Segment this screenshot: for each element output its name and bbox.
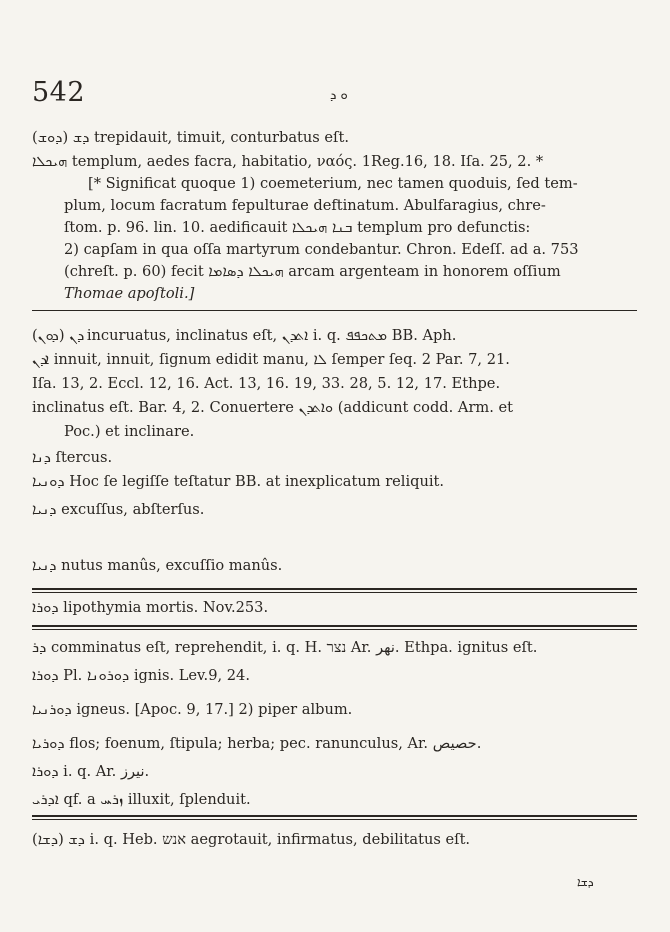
entry-line: ܕܘܪܐ Pl. ܕܘܪܘܢܐ ignis. Lev.9, 24. xyxy=(32,667,250,684)
entry-line: (ܕܘܫ) ܕܫ trepidauit, timuit, conturbatus eſt. xyxy=(32,129,349,146)
entry-line: ܐܕܪܝ qf. a ܙܪܚ illuxit, ſplenduit. xyxy=(32,791,251,808)
entry-line: ܕܘܪܢܝܐ igneus. [Apoc. 9, 17.] 2) piper album. xyxy=(32,701,353,718)
section-rule xyxy=(32,625,637,627)
entry-line: Iſa. 13, 2. Eccl. 12, 16. Act. 13, 16. 19, 33. 28, 5. 12, 17. Ethpe. xyxy=(32,375,501,392)
section-rule xyxy=(32,310,637,311)
entry-line: 2) capſam in qua oſſa martyrum condebantur. Chron. Edeſſ. ad a. 753 xyxy=(64,241,579,258)
section-rule xyxy=(32,819,637,820)
entry-line: (chreſt. p. 60) fecit ܗܝܟܠܐ ܕܣܐܡܐ arcam argenteam in honorem oſſium xyxy=(64,263,561,280)
entry-line: Thomae apoſtoli.] xyxy=(64,285,195,302)
entry-line: ܕܘܪܝܐ flos; foenum, ſtipula; herba; pec. ranunculus, Ar. ﺣﺼﻴﺺ. xyxy=(32,735,482,752)
section-rule xyxy=(32,592,637,593)
entry-line: [* Significat quoque 1) coemeterium, nec tamen quoduis, ſed tem- xyxy=(88,175,578,192)
entry-line: (ܕܘܢ) ܕܢ incuruatus, inclinatus eſt, ܐܬܕܢ i. q. ܡܬܟܦܦ BB. Aph. xyxy=(32,327,457,344)
entry-line: ܗܝܟܠܐ templum, aedes facra, habitatio, ναός. 1Reg.16, 18. Iſa. 25, 2. * xyxy=(32,153,544,170)
entry-line: ܕܘܪܐ lipothymia mortis. Nov.253. xyxy=(32,599,269,616)
entry-line: ſtom. p. 96. lin. 10. aedificauit ܒܢܐ ܗܝܟܠܐ templum pro defunctis: xyxy=(64,219,531,236)
running-header: ܘ ܕ xyxy=(330,88,348,103)
page-number: 542 xyxy=(32,77,86,108)
entry-line: ܐܕܢ innuit, innuit, ſignum edidit manu, ܠܐ ſemper ſeq. 2 Par. 7, 21. xyxy=(32,351,510,368)
entry-line: plum, locum facratum fepulturae deftinatum. Abulfaragius, chre- xyxy=(64,197,546,214)
entry-line: ܕܢܝܐ excuſſus, abſterſus. xyxy=(32,501,205,518)
section-rule xyxy=(32,815,637,817)
entry-line: ܕܢܝܐ nutus manûs, excuſſio manûs. xyxy=(32,557,283,574)
section-rule xyxy=(32,629,637,630)
entry-line: inclinatus eſt. Bar. 4, 2. Conuertere ܘܐܬܕܢ (addicunt codd. Arm. et xyxy=(32,399,514,416)
entry-line: ܕܘܪܐ i. q. Ar. نيرز. xyxy=(32,763,150,780)
section-rule xyxy=(32,588,637,590)
entry-line: Poc.) et inclinare. xyxy=(64,423,195,440)
entry-line: ܕܪ comminatus eſt, reprehendit, i. q. H. נצר Ar. نهر. Ethpa. ignitus eſt. xyxy=(32,639,538,656)
entry-line: (ܕܫܐ) ܕܫ i. q. Heb. אנש aegrotauit, infirmatus, debilitatus eſt. xyxy=(32,831,471,848)
catchword: ܕܫܐ xyxy=(577,875,594,889)
entry-line: ܕܢܐ ſtercus. xyxy=(32,449,113,466)
entry-line: ܕܘܢܝܐ Hoc ſe legiſſe teſtatur BB. at inexplicatum reliquit. xyxy=(32,473,445,490)
